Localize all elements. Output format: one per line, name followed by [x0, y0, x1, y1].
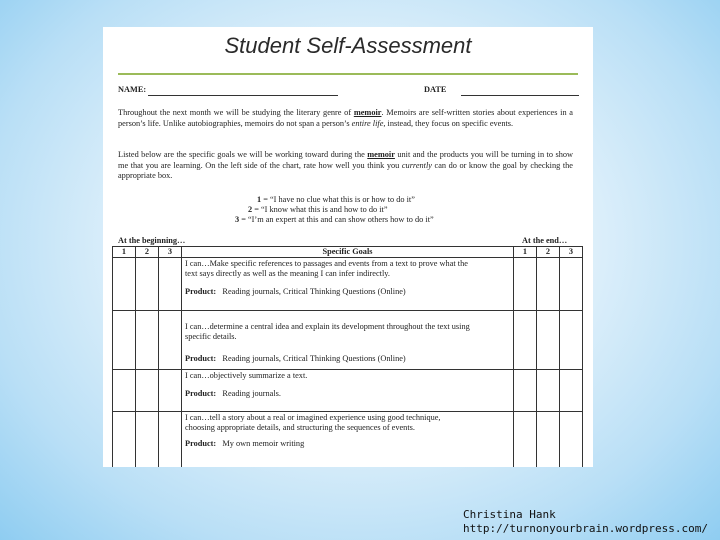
product-label: Product: [185, 287, 217, 296]
before-checkbox-2[interactable] [136, 311, 159, 370]
before-checkbox-2[interactable] [136, 412, 159, 468]
scale-number: 1 [257, 195, 262, 204]
scale-description: = “I have no clue what this is or how to do it” [261, 195, 415, 204]
before-checkbox-1[interactable] [113, 370, 136, 412]
product-value: Reading journals, Critical Thinking Questions (Online) [222, 287, 406, 296]
before-checkbox-1[interactable] [113, 258, 136, 311]
scale-number: 2 [248, 205, 253, 214]
header-before-3: 3 [159, 247, 182, 258]
before-checkbox-1[interactable] [113, 412, 136, 468]
slide-credit [463, 508, 708, 536]
intro-text-a: Throughout the next month we will be studying the literary genre of [118, 108, 354, 117]
intro-paragraph [118, 108, 573, 129]
name-line [118, 85, 338, 96]
goal-text: I can…Make specific references to passages and events from a text to prove what the [185, 259, 468, 268]
goal-text: choosing appropriate details, and structuring the sequences of events. [185, 423, 415, 432]
instructions-text-c: can do or know the goal by checking the appropriate box. [118, 160, 573, 180]
header-before-2: 2 [136, 247, 159, 258]
header-after-1: 1 [514, 247, 537, 258]
goal-text: specific details. [185, 332, 237, 341]
goal-cell [182, 311, 514, 370]
name-blank [148, 86, 338, 96]
after-checkbox-1[interactable] [514, 412, 537, 468]
goal-product [185, 439, 509, 449]
instructions-emphasis: currently [401, 160, 432, 170]
table-row [113, 311, 583, 370]
goal-cell [182, 412, 514, 468]
header-after-3: 3 [560, 247, 583, 258]
goal-text: I can…determine a central idea and explain its development throughout the text using [185, 322, 470, 331]
before-checkbox-2[interactable] [136, 258, 159, 311]
before-checkbox-1[interactable] [113, 311, 136, 370]
document-title: Student Self-Assessment [224, 33, 472, 58]
table-row [113, 412, 583, 468]
product-value: Reading journals, Critical Thinking Questions (Online) [222, 354, 406, 363]
table-row [113, 370, 583, 412]
scale-description: = “I’m an expert at this and can show others how to do it” [239, 215, 434, 224]
goal-product [185, 354, 509, 364]
scale-number: 3 [235, 215, 240, 224]
date-label: DATE [424, 85, 447, 94]
after-checkbox-3[interactable] [560, 311, 583, 370]
after-checkbox-3[interactable] [560, 258, 583, 311]
before-checkbox-2[interactable] [136, 370, 159, 412]
intro-text-c: , instead, they focus on specific events. [383, 118, 514, 128]
before-checkbox-3[interactable] [159, 311, 182, 370]
credit-author: Christina Hank [463, 508, 556, 521]
goal-product [185, 287, 509, 297]
header-specific-goals: Specific Goals [182, 247, 514, 258]
scale-description: = “I know what this is and how to do it” [252, 205, 388, 214]
intro-emphasis: entire life [351, 118, 384, 128]
goal-cell [182, 370, 514, 412]
self-assessment-document [103, 27, 593, 467]
goal-cell [182, 258, 514, 311]
table-header-row [113, 247, 583, 258]
goal-product [185, 389, 509, 399]
beginning-label: At the beginning… [118, 236, 186, 245]
after-checkbox-3[interactable] [560, 370, 583, 412]
after-checkbox-3[interactable] [560, 412, 583, 468]
title-divider [118, 73, 578, 75]
instructions-text-a: Listed below are the specific goals we will be working toward during the [118, 150, 368, 159]
after-checkbox-2[interactable] [537, 412, 560, 468]
after-checkbox-1[interactable] [514, 370, 537, 412]
credit-url[interactable]: http://turnonyourbrain.wordpress.com/ [463, 522, 709, 535]
before-checkbox-3[interactable] [159, 258, 182, 311]
instructions-text-b: unit and the products you will be turning in to show me that you are learning. On the left side of the chart, rate how well you think you [118, 150, 573, 170]
product-value: Reading journals. [222, 389, 281, 398]
after-checkbox-2[interactable] [537, 311, 560, 370]
product-label: Product: [185, 439, 217, 448]
genre-term: memoir [353, 108, 382, 117]
product-value: My own memoir writing [222, 439, 305, 448]
after-checkbox-1[interactable] [514, 311, 537, 370]
product-label: Product: [185, 354, 217, 363]
goals-table [112, 246, 583, 467]
name-label: NAME: [118, 85, 147, 94]
header-after-2: 2 [537, 247, 560, 258]
before-checkbox-3[interactable] [159, 370, 182, 412]
date-line [424, 85, 579, 96]
product-label: Product: [185, 389, 217, 398]
table-row [113, 258, 583, 311]
goal-text: I can…objectively summarize a text. [185, 371, 308, 380]
before-checkbox-3[interactable] [159, 412, 182, 468]
end-label: At the end… [522, 236, 568, 245]
goal-text: I can…tell a story about a real or imagined experience using good technique, [185, 413, 441, 422]
intro-text-b: . Memoirs are self-written stories about experiences in a person’s life. Unlike autobiographies, memoirs do not span a person’s [118, 108, 573, 128]
unit-term: memoir [367, 150, 395, 159]
after-checkbox-2[interactable] [537, 370, 560, 412]
goal-text: text says directly as well as the meaning I can infer indirectly. [185, 269, 390, 278]
date-blank [461, 86, 579, 96]
after-checkbox-2[interactable] [537, 258, 560, 311]
header-before-1: 1 [113, 247, 136, 258]
scale-item [235, 214, 434, 225]
instructions-paragraph [118, 150, 573, 182]
after-checkbox-1[interactable] [514, 258, 537, 311]
